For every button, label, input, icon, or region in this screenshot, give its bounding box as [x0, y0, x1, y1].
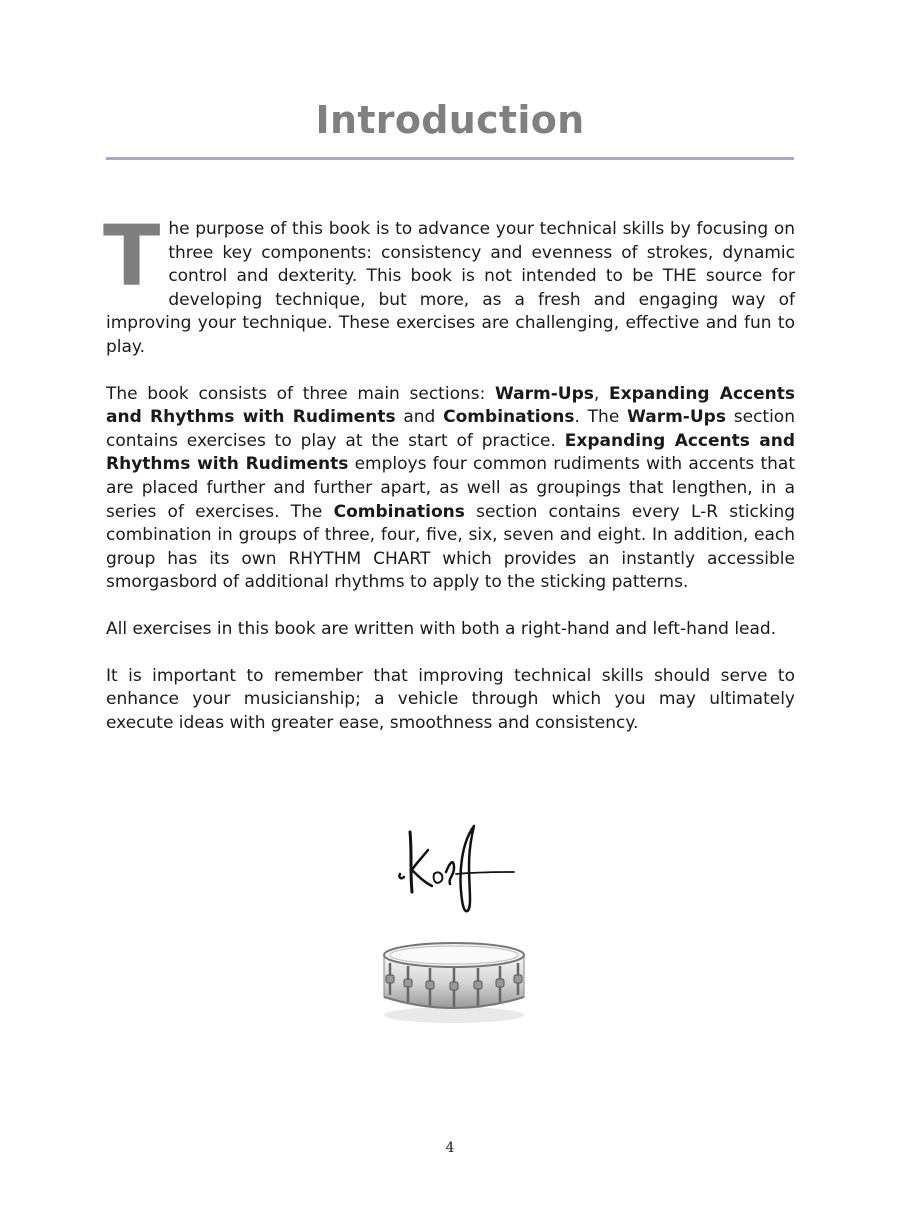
p2-bold-warmups: Warm-Ups: [495, 383, 594, 404]
p2-text-3: and: [395, 407, 444, 428]
p2-bold-expanding: Expanding Accents and Rhythms with Rudiments: [106, 383, 795, 428]
p2-bold-expanding-2: Expanding Accents and Rhythms with Rudiments: [106, 430, 795, 475]
p2-bold-combinations: Combinations: [443, 407, 575, 428]
title-underline: [106, 157, 794, 160]
paragraph-4: It is important to remember that improving technical skills should serve to enhance your musicianship; a vehicle through which you may ultimately execute ideas with greater ease, smoothness and consistency.: [106, 665, 795, 733]
page-number: 4: [445, 1140, 455, 1156]
p2-text-4: . The: [574, 407, 628, 428]
p2-text-5: section contains exercises to play at the start of practice.: [106, 407, 795, 451]
page-title: Introduction: [315, 98, 585, 142]
paragraph-1: [103, 207, 795, 360]
p2-bold-warmups-2: Warm-Ups: [627, 407, 726, 428]
body-text: [103, 207, 796, 758]
p2-text-7: section contains every L-R sticking combination in groups of three, four, five, six, seven and eight. In addition, each group has its own RHYTHM CHART which provides an instantly accessible smorgasbord of additional rhythms to apply to the sticking patterns.: [106, 501, 796, 593]
p2-text-6: employs four common rudiments with accents that are placed further and further apart, as well as groupings that lengthen, in a series of exercises. The: [106, 454, 796, 522]
snare-drum-image: [374, 935, 534, 1025]
paragraph-3: All exercises in this book are written with both a right-hand and left-hand lead.: [106, 618, 777, 639]
p2-text-2: ,: [593, 383, 610, 404]
drop-cap: T: [103, 207, 161, 305]
p2-text-1: The book consists of three main sections:: [106, 383, 496, 404]
p2-bold-combinations-2: Combinations: [333, 501, 465, 522]
paragraph-1-text: he purpose of this book is to advance your technical skills by focusing on three key components: consistency and evenness of strokes, dynamic control and dexterity. This book is not intended to be THE source for developing technique, but more, as a fresh and engaging way of improving your technique. These exercises are challenging, effective and fun to play.: [106, 219, 795, 357]
signature-image: [388, 822, 518, 922]
paragraph-2: [106, 383, 795, 595]
